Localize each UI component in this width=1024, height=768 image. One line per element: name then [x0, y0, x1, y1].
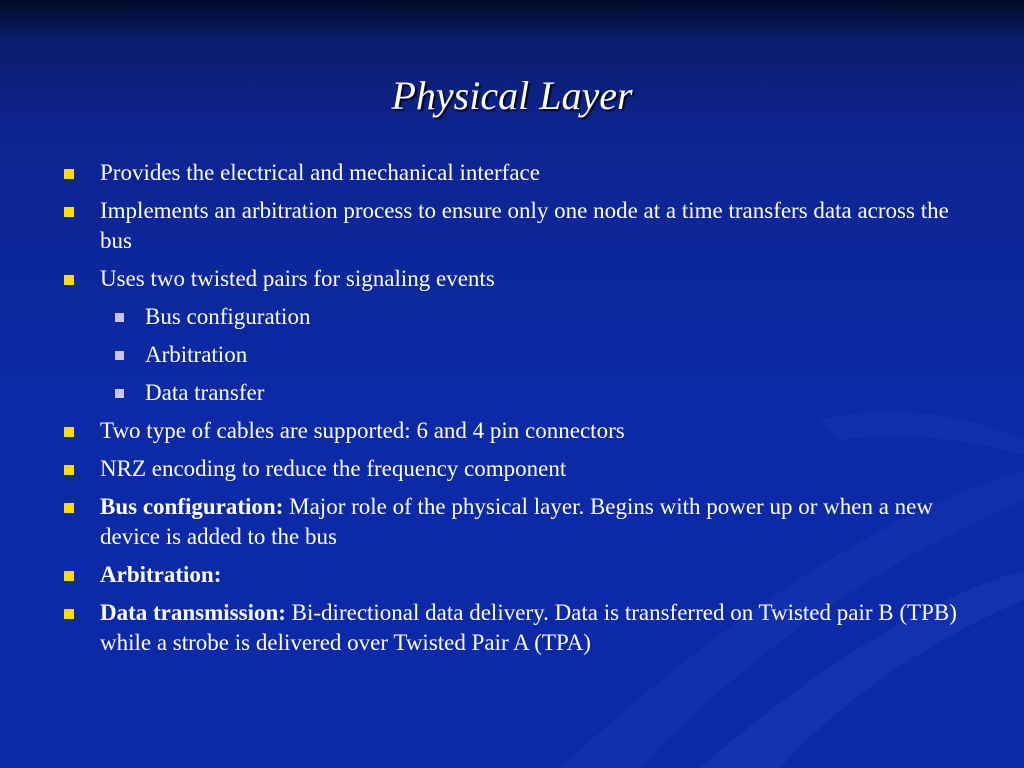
- bullet-bold-label: Bus configuration:: [100, 494, 284, 519]
- bullet-item: [0, 454, 1024, 484]
- bullet-square-icon: [64, 427, 74, 437]
- bullet-text: Major role of the physical layer. Begins with power up or when a new device is added to the bus: [100, 494, 933, 549]
- sub-bullet-item: [0, 302, 1024, 332]
- bullet-text: Implements an arbitration process to ensure only one node at a time transfers data across the bus: [100, 198, 949, 253]
- bullet-square-icon: [64, 571, 74, 581]
- bullet-square-icon: [64, 169, 74, 179]
- slide-title: Physical Layer: [391, 73, 633, 118]
- bullet-item: [0, 598, 1024, 658]
- sub-bullet-item: [0, 378, 1024, 408]
- bullet-text: Provides the electrical and mechanical interface: [100, 160, 540, 185]
- bullet-item: [0, 560, 1024, 590]
- bullet-text: NRZ encoding to reduce the frequency component: [100, 456, 567, 481]
- bullet-item: [0, 416, 1024, 446]
- sub-bullet-square-icon: [115, 389, 124, 398]
- sub-bullet-square-icon: [115, 313, 124, 322]
- sub-bullet-item: [0, 340, 1024, 370]
- bullet-text: Data transfer: [145, 380, 265, 405]
- bullet-text: Uses two twisted pairs for signaling events: [100, 266, 495, 291]
- sub-bullet-square-icon: [115, 351, 124, 360]
- bullet-text: Two type of cables are supported: 6 and 4 pin connectors: [100, 418, 625, 443]
- bullet-item: [0, 158, 1024, 188]
- bullet-square-icon: [64, 275, 74, 285]
- bullet-square-icon: [64, 465, 74, 475]
- bullet-bold-label: Data transmission:: [100, 600, 286, 625]
- bullet-item: [0, 196, 1024, 256]
- bullet-list: [0, 158, 1024, 666]
- bullet-text: Bus configuration: [145, 304, 311, 329]
- bullet-text: Arbitration: [145, 342, 248, 367]
- bullet-item: [0, 492, 1024, 552]
- bullet-item: [0, 264, 1024, 294]
- bullet-square-icon: [64, 609, 74, 619]
- bullet-square-icon: [64, 207, 74, 217]
- bullet-square-icon: [64, 503, 74, 513]
- bullet-bold-label: Arbitration:: [100, 562, 222, 587]
- bullet-text: Bi-directional data delivery. Data is transferred on Twisted pair B (TPB) while a strobe is delivered over Twisted Pair A (TPA): [100, 600, 957, 655]
